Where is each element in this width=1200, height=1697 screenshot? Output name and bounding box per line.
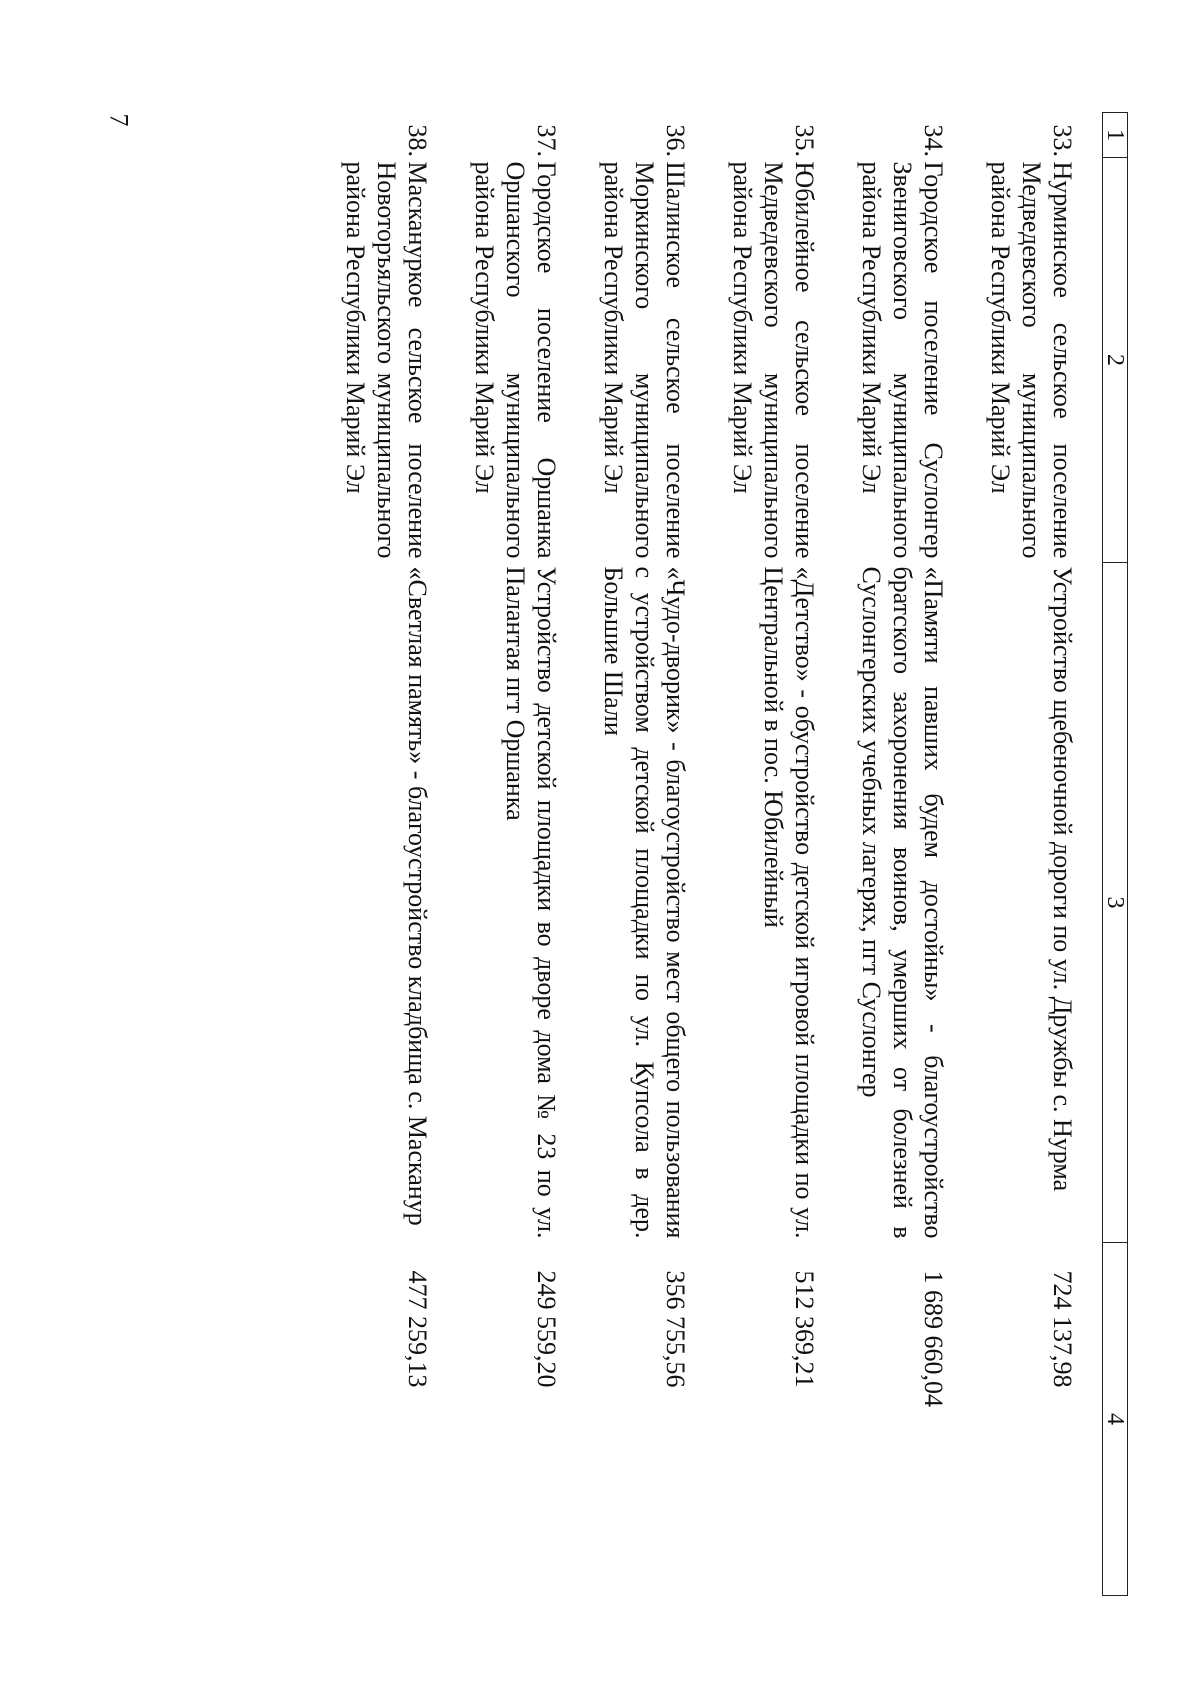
project-cell: «Светлая память» - благоустройство кладбища с. Маскануp [403,566,432,1226]
table-row [314,113,443,1596]
header-col-3: 3 [1103,563,1128,1243]
project-cell: «Детство» - обустройство детской игровой площадки по ул. Центральной в пос. Юбилейный [759,566,819,1239]
project-cell: «Памяти павших будем достойны» - благоустройство братского захоронения воинов, умерших от болезней в Суслонгерских учебных лагерях, пгт Суслонгер [857,566,948,1239]
recipient-cell: Нурминское сельское поселение Медведевского муниципального района Республики Марий Эл [986,161,1077,559]
table-row [701,113,830,1596]
table-row [830,113,959,1596]
project-cell: Устройство детской площадки во дворе дома № 23 по ул. Палантая пгт Оршанка [501,566,561,1239]
subsidy-table [314,112,1128,1596]
recipient-cell: Шалинское сельское поселение Моркинского муниципального района Республики Марий Эл [599,161,690,559]
amount-cell: 512 369,21 [790,1270,819,1388]
row-number: 38. [403,124,432,157]
amount-cell: 724 137,98 [1048,1270,1077,1388]
row-number: 37. [532,124,561,157]
table-row [572,113,701,1596]
amount-cell: 1 689 660,04 [919,1270,948,1407]
recipient-cell: Городское поселение Суслонгер Звениговского муниципального района Республики Марий Эл [857,161,948,559]
project-cell: Устройство щебеночной дороги по ул. Дружбы с. Нурма [1048,566,1077,1192]
row-number: 33. [1048,124,1077,157]
amount-cell: 477 259,13 [403,1270,432,1388]
header-col-1: 1 [1103,113,1128,158]
rotated-table-container [213,112,1128,1595]
amount-cell: 249 559,20 [532,1270,561,1388]
project-cell: «Чудо-дворик» - благоустройство мест общего пользования с устройством детской площадки по ул. Купсола в дер. Большие Шали [599,566,690,1239]
table-row [443,113,572,1596]
recipient-cell: Юбилейное сельское поселение Медведевского муниципального района Республики Марий Эл [728,161,819,559]
recipient-cell: Маскануркое сельское поселение Новоторъяльского муниципального района Республики Марий Эл [341,161,432,559]
table-row [959,113,1103,1596]
amount-cell: 356 755,56 [661,1270,690,1388]
row-number: 36. [661,124,690,157]
header-col-2: 2 [1103,158,1128,563]
row-number: 35. [790,124,819,157]
header-col-4: 4 [1103,1243,1128,1596]
page-number: 7 [104,113,134,127]
row-number: 34. [919,124,948,157]
table-header-row [1103,113,1128,1596]
recipient-cell: Городское поселение Оршанка Оршанского муниципального района Республики Марий Эл [470,161,561,559]
